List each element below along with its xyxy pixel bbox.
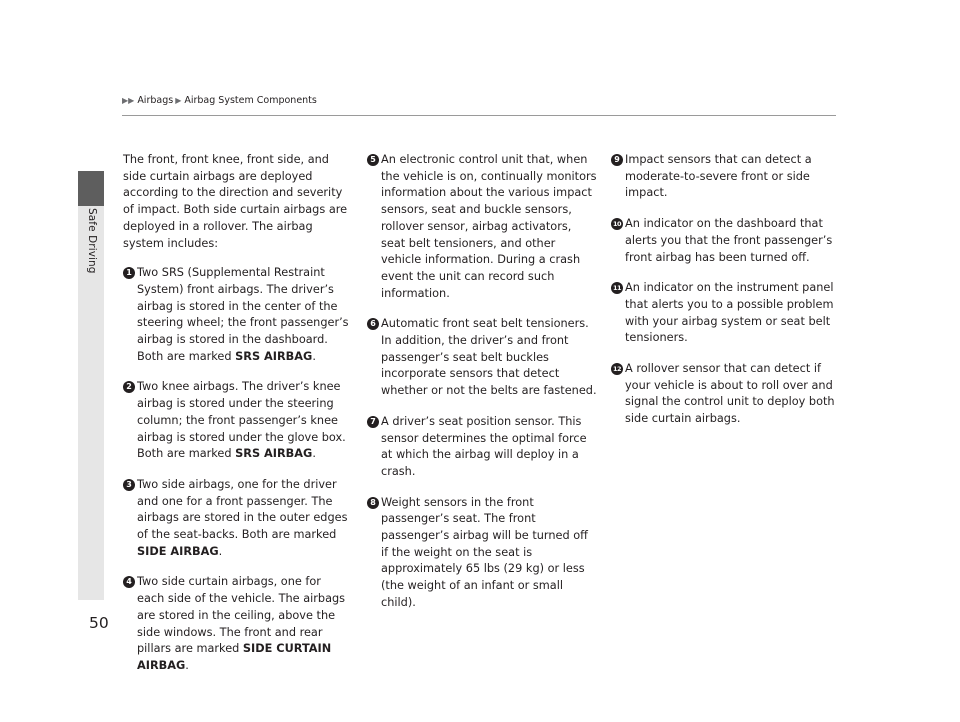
breadcrumb-item-airbags[interactable]: Airbags: [137, 95, 174, 106]
page-number: 50: [89, 614, 109, 632]
number-badge-icon: 8: [367, 497, 379, 509]
item-tail: .: [312, 447, 316, 461]
number-badge-icon: 1: [123, 267, 135, 279]
component-item: [611, 152, 843, 202]
item-tail: .: [218, 544, 223, 558]
number-badge-icon: 2: [123, 381, 135, 393]
breadcrumb-arrow-icon: ▶: [175, 96, 182, 105]
column-3: [611, 152, 843, 442]
number-badge-icon: 5: [367, 154, 379, 166]
component-item: [367, 495, 597, 612]
number-badge-icon: 10: [612, 220, 622, 229]
item-marking: SRS AIRBAG: [235, 447, 313, 461]
breadcrumb-item-airbag-system-components: Airbag System Components: [184, 95, 317, 106]
number-badge-icon: 12: [612, 365, 622, 374]
item-tail: .: [185, 658, 189, 672]
item-tail: .: [312, 349, 316, 363]
section-tab-marker: [78, 171, 104, 206]
component-item: [611, 216, 843, 266]
number-badge-icon: 6: [367, 318, 379, 330]
item-text: A driver’s seat position sensor. This sensor determines the optimal force at which the airbag will deploy in a crash.: [381, 414, 587, 478]
component-item: [123, 477, 351, 561]
intro-paragraph: The front, front knee, front side, and side curtain airbags are deployed according to the direction and severity of impact. Both side curtain airbags are deployed in a rollover. The airbag system includes:: [123, 153, 348, 250]
component-item: [611, 280, 843, 347]
component-item: [123, 574, 351, 674]
component-item: [367, 316, 597, 400]
component-item: [611, 361, 843, 428]
item-marking: SRS AIRBAG: [235, 349, 313, 363]
number-badge-icon: 11: [612, 284, 622, 293]
item-text: Two side curtain airbags, one for each side of the vehicle. The airbags are stored in the ceiling, above the side windows. The front and rear pillars are marked: [137, 575, 346, 656]
item-text: An indicator on the dashboard that alerts you that the front passenger’s front airbag has been turned off.: [625, 217, 833, 264]
column-1: [123, 152, 351, 689]
column-2: [367, 152, 597, 626]
item-marking: SIDE AIRBAG: [137, 544, 219, 558]
component-item: [367, 152, 597, 302]
item-text: Automatic front seat belt tensioners. In addition, the driver’s and front passenger’s seat belt buckles incorporate sensors that detect whether or not the belts are fastened.: [381, 317, 597, 398]
section-label: Safe Driving: [86, 208, 98, 274]
item-text: Impact sensors that can detect a moderate-to-severe front or side impact.: [625, 153, 812, 200]
number-badge-icon: 9: [611, 154, 623, 166]
item-text: Two side airbags, one for the driver and one for a front passenger. The airbags are stored in the outer edges of the seat-backs. Both are marked: [137, 477, 348, 542]
item-text: An electronic control unit that, when the vehicle is on, continually monitors information about the various impact sensors, seat and buckle sensors, rollover sensor, airbag activators, seat belt tensioners, and other vehicle information. During a crash event the unit can record such information.: [381, 153, 597, 300]
number-badge-icon: 3: [123, 479, 135, 491]
number-badge-icon: 4: [123, 576, 135, 588]
item-marking: SIDE CURTAIN AIRBAG: [137, 642, 332, 672]
breadcrumb-arrow-icon: ▶▶: [122, 96, 135, 105]
breadcrumb: [122, 95, 317, 106]
component-item: [123, 379, 351, 463]
header-divider: [122, 115, 836, 116]
item-text: A rollover sensor that can detect if your vehicle is about to roll over and signal the control unit to deploy both side curtain airbags.: [625, 362, 835, 426]
component-item: [123, 265, 351, 365]
item-text: Two knee airbags. The driver’s knee airbag is stored under the steering column; the front passenger’s knee airbag is stored under the glove box. Both are marked: [137, 380, 346, 461]
number-badge-icon: 7: [367, 416, 379, 428]
item-text: An indicator on the instrument panel that alerts you to a possible problem with your airbag system or seat belt tensioners.: [625, 281, 834, 345]
item-text: Two SRS (Supplemental Restraint System) front airbags. The driver’s airbag is stored in the center of the steering wheel; the front passenger’s airbag is stored in the dashboard. Both are marked: [137, 266, 349, 363]
component-item: [367, 414, 597, 481]
item-text: Weight sensors in the front passenger’s seat. The front passenger’s airbag will be turned off if the weight on the seat is approximately 65 lbs (29 kg) or less (the weight of an infant or small child).: [381, 495, 588, 609]
